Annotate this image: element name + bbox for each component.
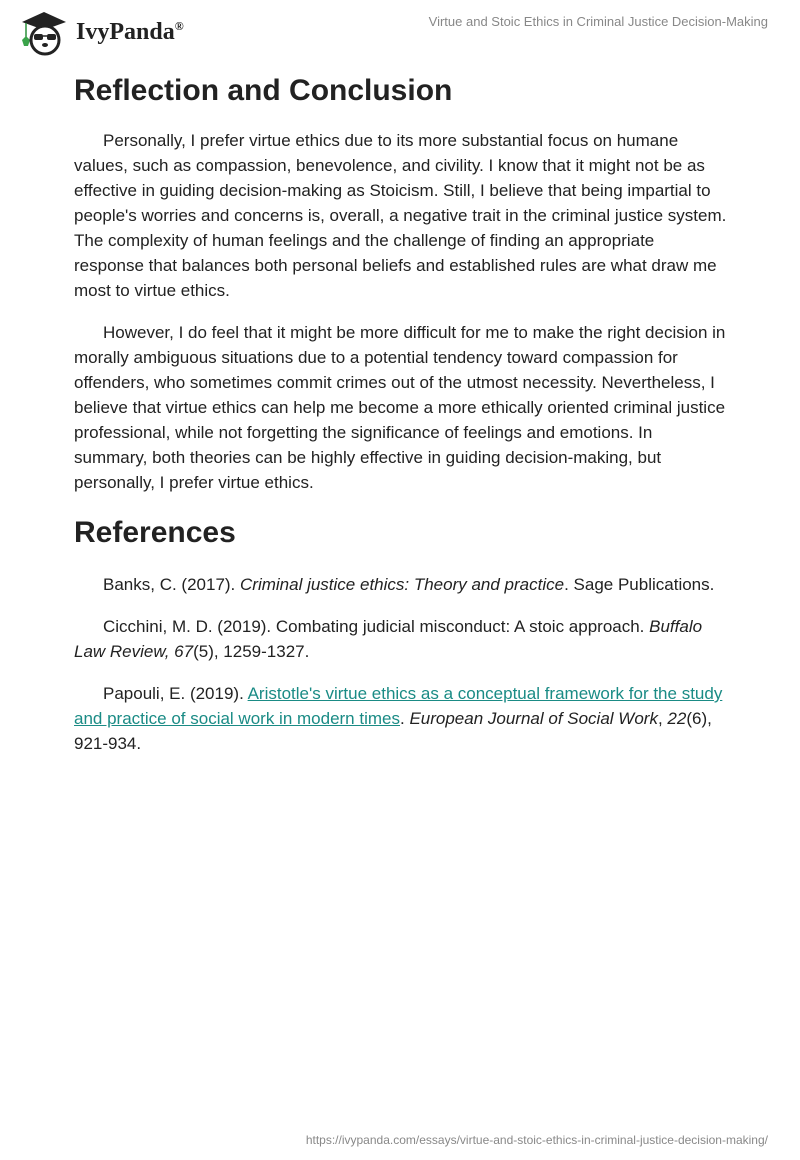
footer-url: https://ivypanda.com/essays/virtue-and-stoic-ethics-in-criminal-justice-decision-making/ bbox=[305, 1133, 768, 1147]
essay-content bbox=[74, 70, 728, 773]
reference-link[interactable]: Aristotle's virtue ethics as a conceptual framework for the study and practice of social work in modern times bbox=[74, 684, 723, 728]
reference-journal: Buffalo Law Review, 67 bbox=[74, 617, 703, 661]
section-heading-reflection: Reflection and Conclusion bbox=[74, 74, 453, 107]
references-section bbox=[74, 512, 728, 756]
paragraph: Personally, I prefer virtue ethics due to its more substantial focus on humane values, such as compassion, benevolence, and civility. I know that it might not be as effective in guiding decision-making as Stoicism. Still, I believe that being impartial to people's worries and concerns is, overall, a negative trait in the criminal justice system. The complexity of human feelings and the challenge of finding an appropriate response that balances both personal beliefs and established rules are what draw me most to virtue ethics. bbox=[74, 131, 727, 300]
reference-author: Papouli, E. (2019). bbox=[103, 684, 248, 703]
registered-mark: ® bbox=[174, 18, 184, 33]
ivypanda-logo[interactable] bbox=[18, 8, 184, 56]
section-heading-references: References bbox=[74, 516, 236, 549]
reference-item bbox=[74, 614, 728, 664]
reference-item bbox=[74, 572, 728, 597]
reference-pages: (6), 921-934. bbox=[74, 709, 712, 753]
panda-logo-icon bbox=[18, 8, 70, 56]
separator: , bbox=[657, 709, 668, 728]
separator: . bbox=[399, 709, 410, 728]
reference-title: Criminal justice ethics: Theory and practice bbox=[240, 575, 565, 594]
paragraph: However, I do feel that it might be more difficult for me to make the right decision in morally ambiguous situations due to a potential tendency toward compassion for offenders, who sometimes commit crimes out of the utmost necessity. Nevertheless, I believe that virtue ethics can help me become a more ethically oriented criminal justice professional, while not forgetting the significance of feelings and emotions. In summary, both theories can be highly effective in guiding decision-making, but personally, I prefer virtue ethics. bbox=[74, 323, 726, 492]
reference-item bbox=[74, 681, 728, 756]
reference-journal: European Journal of Social Work bbox=[409, 709, 658, 728]
reference-author: Banks, C. (2017). bbox=[103, 575, 241, 594]
logo-text: IvyPanda bbox=[76, 18, 175, 45]
reference-publisher: . Sage Publications. bbox=[564, 575, 715, 594]
reference-volume: 22 bbox=[667, 709, 687, 728]
document-title: Virtue and Stoic Ethics in Criminal Justice Decision-Making bbox=[428, 14, 768, 29]
reference-pages: (5), 1259-1327. bbox=[193, 642, 310, 661]
reference-author-title: Cicchini, M. D. (2019). Combating judicial misconduct: A stoic approach. bbox=[103, 617, 650, 636]
